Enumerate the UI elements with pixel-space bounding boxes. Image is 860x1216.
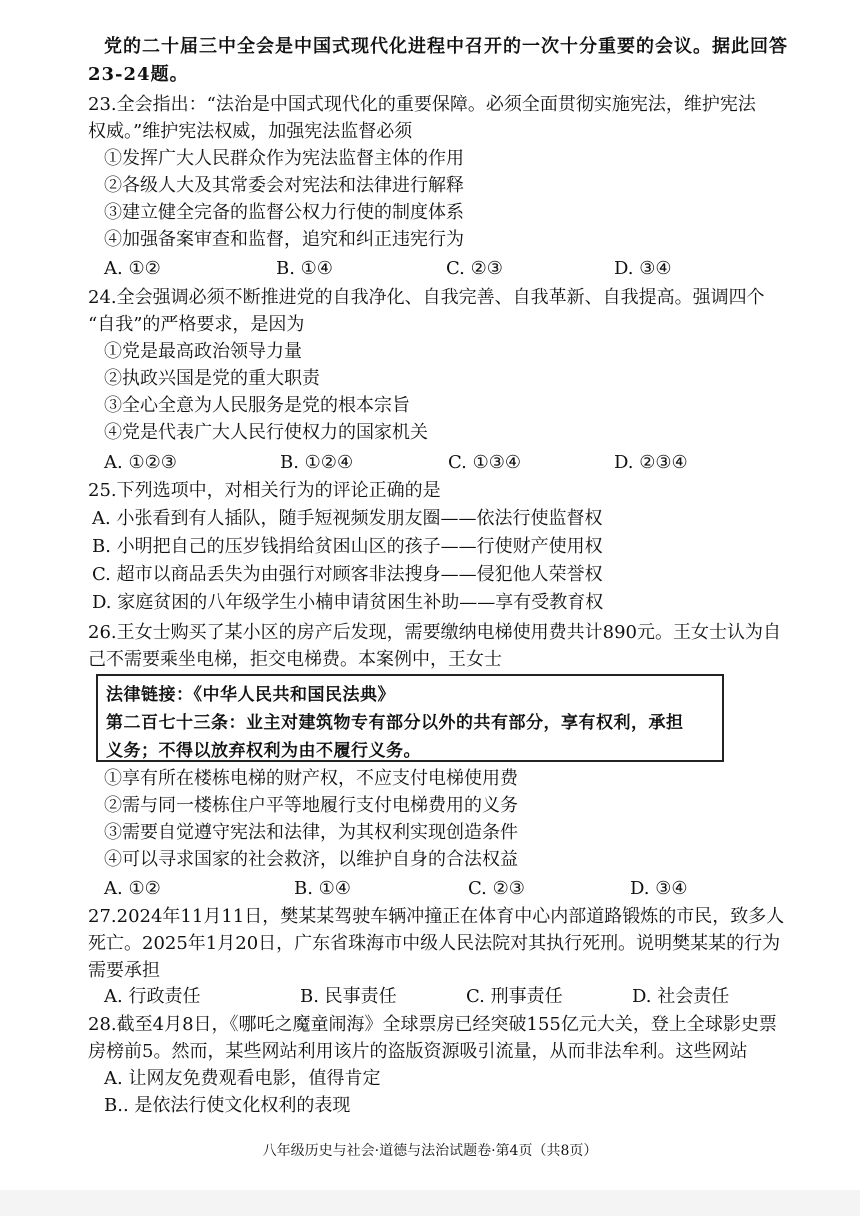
q27-stem-3: 需要承担 xyxy=(88,960,160,981)
q27-option-c[interactable]: C. 刑事责任 xyxy=(466,986,563,1007)
q24-stem-1: 24.全会强调必须不断推进党的自我净化、自我完善、自我革新、自我提高。强调四个 xyxy=(88,287,765,308)
q26-item-3: ③需要自觉遵守宪法和法律，为其权利实现创造条件 xyxy=(104,822,518,843)
q26-stem-2: 己不需要乘坐电梯，拒交电梯费。本案例中，王女士 xyxy=(88,649,502,670)
q24-option-c[interactable]: C. ①③④ xyxy=(448,452,521,473)
q23-option-b[interactable]: B. ①④ xyxy=(276,258,333,279)
q23-option-c[interactable]: C. ②③ xyxy=(446,258,503,279)
q23-item-4: ④加强备案审查和监督，追究和纠正违宪行为 xyxy=(104,229,464,250)
q26-option-a[interactable]: A. ①② xyxy=(104,878,161,899)
q27-option-d[interactable]: D. 社会责任 xyxy=(632,986,730,1007)
page-footer: 八年级历史与社会·道德与法治试题卷·第4页（共8页） xyxy=(262,1143,598,1159)
intro-line-1: 党的二十届三中全会是中国式现代化进程中召开的一次十分重要的会议。据此回答 xyxy=(104,36,788,57)
q27-stem-2: 死亡。2025年1月20日，广东省珠海市中级人民法院对其执行死刑。说明樊某某的行为 xyxy=(88,933,781,954)
q23-option-a[interactable]: A. ①② xyxy=(104,258,161,279)
q27-option-a[interactable]: A. 行政责任 xyxy=(104,986,201,1007)
q23-stem-2: 权威。”维护宪法权威，加强宪法监督必须 xyxy=(88,121,413,142)
q28-stem-2: 房榜前5。然而，某些网站利用该片的盗版资源吸引流量，从而非法牟利。这些网站 xyxy=(88,1041,748,1062)
q26-item-2: ②需与同一楼栋住户平等地履行支付电梯费用的义务 xyxy=(104,795,518,816)
q23-item-3: ③建立健全完备的监督公权力行使的制度体系 xyxy=(104,202,464,223)
law-link-title: 法律链接：《中华人民共和国民法典》 xyxy=(106,685,395,705)
q28-choice-b[interactable]: B.. 是依法行使文化权利的表现 xyxy=(104,1095,351,1116)
q24-option-d[interactable]: D. ②③④ xyxy=(614,452,688,473)
q24-item-4: ④党是代表广大人民行使权力的国家机关 xyxy=(104,422,428,443)
q27-stem-1: 27.2024年11月11日，樊某某驾驶车辆冲撞正在体育中心内部道路锻炼的市民，致多人 xyxy=(88,906,785,927)
q25-choice-a[interactable]: A. 小张看到有人插队，随手短视频发朋友圈——依法行使监督权 xyxy=(92,508,603,529)
q24-option-a[interactable]: A. ①②③ xyxy=(104,452,177,473)
q26-option-c[interactable]: C. ②③ xyxy=(468,878,525,899)
q28-stem-1: 28.截至4月8日，《哪吒之魔童闹海》全球票房已经突破155亿元大关，登上全球影史票 xyxy=(88,1014,777,1035)
q27-option-b[interactable]: B. 民事责任 xyxy=(300,986,397,1007)
q25-stem: 25.下列选项中，对相关行为的评论正确的是 xyxy=(88,480,441,501)
q24-item-1: ①党是最高政治领导力量 xyxy=(104,341,302,362)
q26-item-4: ④可以寻求国家的社会救济，以维护自身的合法权益 xyxy=(104,849,518,870)
q26-option-d[interactable]: D. ③④ xyxy=(630,878,688,899)
q23-option-d[interactable]: D. ③④ xyxy=(614,258,672,279)
q26-item-1: ①享有所在楼栋电梯的财产权，不应支付电梯使用费 xyxy=(104,768,518,789)
q25-choice-b[interactable]: B. 小明把自己的压岁钱捐给贫困山区的孩子——行使财产使用权 xyxy=(92,536,603,557)
q24-option-b[interactable]: B. ①②④ xyxy=(280,452,354,473)
q26-option-b[interactable]: B. ①④ xyxy=(294,878,351,899)
q25-choice-d[interactable]: D. 家庭贫困的八年级学生小楠申请贫困生补助——享有受教育权 xyxy=(92,592,604,613)
q24-item-3: ③全心全意为人民服务是党的根本宗旨 xyxy=(104,395,410,416)
law-link-text-1: 第二百七十三条：业主对建筑物专有部分以外的共有部分，享有权利，承担 xyxy=(106,713,684,733)
q24-stem-2: “自我”的严格要求，是因为 xyxy=(88,314,305,335)
law-link-text-2: 义务；不得以放弃权利为由不履行义务。 xyxy=(106,741,421,761)
q26-stem-1: 26.王女士购买了某小区的房产后发现，需要缴纳电梯使用费共计890元。王女士认为自 xyxy=(88,622,781,643)
q24-item-2: ②执政兴国是党的重大职责 xyxy=(104,368,320,389)
intro-line-2: 23-24题。 xyxy=(88,64,189,85)
q23-item-2: ②各级人大及其常委会对宪法和法律进行解释 xyxy=(104,175,464,196)
q23-item-1: ①发挥广大人民群众作为宪法监督主体的作用 xyxy=(104,148,464,169)
q28-choice-a[interactable]: A. 让网友免费观看电影，值得肯定 xyxy=(104,1068,381,1089)
scan-bottom-band xyxy=(0,1190,860,1216)
q23-stem-1: 23.全会指出：“法治是中国式现代化的重要保障。必须全面贯彻实施宪法，维护宪法 xyxy=(88,94,756,115)
law-link-box xyxy=(96,674,724,762)
q25-choice-c[interactable]: C. 超市以商品丢失为由强行对顾客非法搜身——侵犯他人荣誉权 xyxy=(92,564,603,585)
